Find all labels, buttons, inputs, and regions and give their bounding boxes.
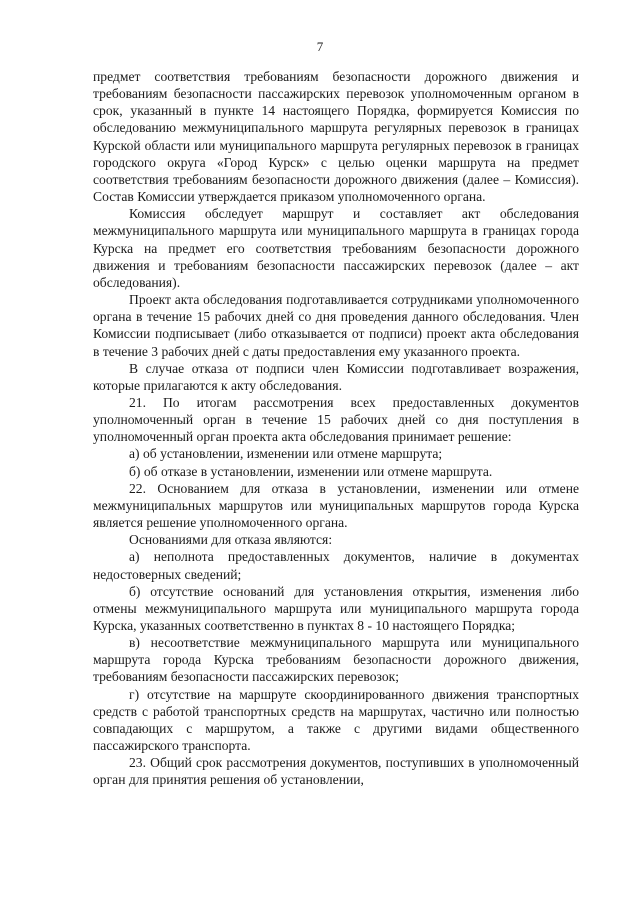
paragraph-refusal-grounds: Основаниями для отказа являются: [129,532,333,548]
list-item-21b: б) об отказе в установлении, изменении или отмене маршрута. [129,463,493,479]
list-item-21a: а) об установлении, изменении или отмене маршрута; [129,446,443,462]
list-item-22d: г) отсутствие на маршруте скоординированного движения транспортных средств с работой транспортных средств на маршрутах, частично или полностью совпадающих с маршрутом, а также с другими видами общественного пассажирского транспорта. [93,686,579,754]
list-item-22a: а) неполнота предоставленных документов, наличие в документах недостоверных сведений; [93,549,579,582]
paragraph-commission-formation: предмет соответствия требованиям безопасности дорожного движения и требованиям безопасности пассажирских перевозок уполномоченным органом в срок, указанный в пункте 14 настоящего Порядка, формируется Комиссия по обследованию межмуниципального маршрута регулярных перевозок в границах Курской области или муниципального маршрута регулярных перевозок в границах городского округа «Город Курск» с целью оценки маршрута на предмет соответствия требованиям безопасности дорожного движения (далее – Комиссия). Состав Комиссии утверждается приказом уполномоченного органа. [93,69,579,205]
list-item-22b: б) отсутствие оснований для установления открытия, изменения либо отмены межмуниципального маршрута или муниципального маршрута города Курска, указанных соответственно в пунктах 8 - 10 настоящего Порядка; [93,583,579,633]
paragraph-item-22: 22. Основанием для отказа в установлении, изменении или отмене межмуниципальных маршрутов или муниципальных маршрутов города Курска является решение уполномоченного органа. [93,480,579,531]
paragraph-objections: В случае отказа от подписи член Комиссии подготавливает возражения, которые прилагаются к акту обследования. [93,360,579,393]
paragraph-item-21: 21. По итогам рассмотрения всех предоставленных документов уполномоченный орган в течение 15 рабочих дней со дня поступления в уполномоченный орган проекта акта обследования принимает решение: [93,394,579,445]
paragraph-item-23: 23. Общий срок рассмотрения документов, поступивших в уполномоченный орган для принятия решения об установлении, [93,755,579,788]
paragraph-draft-act: Проект акта обследования подготавливается сотрудниками уполномоченного органа в течение 15 рабочих дней со дня проведения данного обследования. Член Комиссии подписывает (либо отказывается от подписи) проект акта обследования в течение 3 рабочих дней с даты предоставления ему указанного проекта. [93,292,579,359]
page-number: 7 [316,39,324,54]
document-body [93,68,579,789]
list-item-22c: в) несоответствие межмуниципального маршрута или муниципального маршрута города Курска требованиям безопасности дорожного движения, требованиям безопасности пассажирских перевозок; [93,635,579,685]
paragraph-commission-inspection: Комиссия обследует маршрут и составляет акт обследования межмуниципального маршрута или муниципального маршрута в границах города Курска на предмет его соответствия требованиям безопасности дорожного движения и требованиям безопасности пассажирских перевозок (далее – акт обследования). [93,206,579,290]
